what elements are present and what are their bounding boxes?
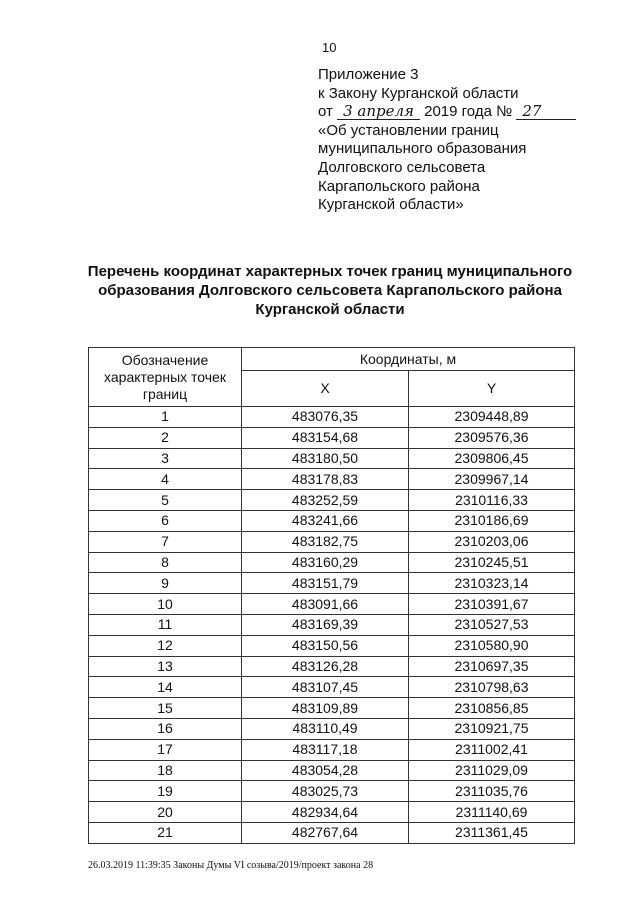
header-y: Y <box>409 371 575 407</box>
table-row <box>89 635 575 656</box>
document-title <box>60 262 600 319</box>
point-number-cell: 9 <box>89 573 242 594</box>
x-coordinate-cell: 483110,49 <box>242 718 409 739</box>
point-number-cell: 16 <box>89 718 242 739</box>
header-x: X <box>242 371 409 407</box>
point-number-cell: 18 <box>89 760 242 781</box>
title-line-1: Перечень координат характерных точек границ муниципального <box>87 263 573 280</box>
y-coordinate-cell: 2310391,67 <box>409 594 575 615</box>
point-number-cell: 10 <box>89 594 242 615</box>
x-coordinate-cell: 483126,28 <box>242 656 409 677</box>
point-number-cell: 12 <box>89 635 242 656</box>
point-number-cell: 17 <box>89 739 242 760</box>
table-row <box>89 510 575 531</box>
point-number-cell: 7 <box>89 531 242 552</box>
page-number: 10 <box>322 40 337 55</box>
handwritten-law-number: 27 <box>516 104 576 120</box>
y-coordinate-cell: 2311140,69 <box>409 802 575 823</box>
table-row <box>89 739 575 760</box>
table-row <box>89 407 575 428</box>
appendix-title: Приложение 3 <box>318 66 419 83</box>
y-coordinate-cell: 2310856,85 <box>409 698 575 719</box>
y-coordinate-cell: 2309967,14 <box>409 469 575 490</box>
x-coordinate-cell: 483025,73 <box>242 781 409 802</box>
y-coordinate-cell: 2310527,53 <box>409 614 575 635</box>
table-row <box>89 594 575 615</box>
table-row <box>89 677 575 698</box>
x-coordinate-cell: 482767,64 <box>242 822 409 843</box>
table-body <box>89 407 575 844</box>
point-number-cell: 15 <box>89 698 242 719</box>
law-name-line-1: «Об установлении границ <box>318 121 499 139</box>
y-coordinate-cell: 2311035,76 <box>409 781 575 802</box>
point-number-cell: 6 <box>89 510 242 531</box>
footer-file-path: 26.03.2019 11:39:35 Законы Думы VI созыва/2019/проект закона 28 <box>88 860 374 871</box>
y-coordinate-cell: 2310580,90 <box>409 635 575 656</box>
x-coordinate-cell: 483169,39 <box>242 614 409 635</box>
table-row <box>89 469 575 490</box>
x-coordinate-cell: 483252,59 <box>242 490 409 511</box>
handwritten-date: 3 апреля <box>337 104 420 120</box>
table-row <box>89 656 575 677</box>
point-number-cell: 14 <box>89 677 242 698</box>
point-number-cell: 5 <box>89 490 242 511</box>
y-coordinate-cell: 2310798,63 <box>409 677 575 698</box>
x-coordinate-cell: 483178,83 <box>242 469 409 490</box>
x-coordinate-cell: 483054,28 <box>242 760 409 781</box>
point-number-cell: 8 <box>89 552 242 573</box>
y-coordinate-cell: 2310697,35 <box>409 656 575 677</box>
x-coordinate-cell: 483109,89 <box>242 698 409 719</box>
x-coordinate-cell: 483241,66 <box>242 510 409 531</box>
table-row <box>89 614 575 635</box>
point-number-cell: 20 <box>89 802 242 823</box>
point-number-cell: 3 <box>89 448 242 469</box>
point-number-cell: 4 <box>89 469 242 490</box>
y-coordinate-cell: 2310323,14 <box>409 573 575 594</box>
table-row <box>89 490 575 511</box>
x-coordinate-cell: 483160,29 <box>242 552 409 573</box>
x-coordinate-cell: 483076,35 <box>242 407 409 428</box>
table-row <box>89 822 575 843</box>
law-name-line-2: муниципального образования <box>318 140 527 158</box>
table-row <box>89 448 575 469</box>
x-coordinate-cell: 483180,50 <box>242 448 409 469</box>
table-row <box>89 802 575 823</box>
y-coordinate-cell: 2311002,41 <box>409 739 575 760</box>
y-coordinate-cell: 2311029,09 <box>409 760 575 781</box>
table-row <box>89 531 575 552</box>
point-number-cell: 2 <box>89 427 242 448</box>
appendix-law-ref: к Закону Курганской области <box>318 84 519 102</box>
table-row <box>89 718 575 739</box>
point-number-cell: 13 <box>89 656 242 677</box>
appendix-date-line <box>318 103 618 122</box>
law-name-line-5: Курганской области» <box>318 196 464 214</box>
x-coordinate-cell: 482934,64 <box>242 802 409 823</box>
header-point-designation: Обозначение характерных точек границ <box>89 348 242 407</box>
law-name-line-3: Долговского сельсовета <box>318 158 486 176</box>
law-name-line-4: Каргапольского района <box>318 177 480 195</box>
x-coordinate-cell: 483117,18 <box>242 739 409 760</box>
title-line-3: Курганской области <box>255 301 405 318</box>
table-row <box>89 698 575 719</box>
date-suffix: 2019 года № <box>424 103 513 121</box>
x-coordinate-cell: 483151,79 <box>242 573 409 594</box>
x-coordinate-cell: 483107,45 <box>242 677 409 698</box>
point-number-cell: 19 <box>89 781 242 802</box>
x-coordinate-cell: 483150,56 <box>242 635 409 656</box>
table-row <box>89 427 575 448</box>
x-coordinate-cell: 483091,66 <box>242 594 409 615</box>
y-coordinate-cell: 2310921,75 <box>409 718 575 739</box>
table-row <box>89 760 575 781</box>
header-coordinates: Координаты, м <box>242 348 575 371</box>
date-prefix: от <box>318 103 333 121</box>
table-row <box>89 781 575 802</box>
y-coordinate-cell: 2309576,36 <box>409 427 575 448</box>
y-coordinate-cell: 2309448,89 <box>409 407 575 428</box>
x-coordinate-cell: 483154,68 <box>242 427 409 448</box>
table-row <box>89 573 575 594</box>
table-row <box>89 552 575 573</box>
point-number-cell: 1 <box>89 407 242 428</box>
y-coordinate-cell: 2309806,45 <box>409 448 575 469</box>
y-coordinate-cell: 2310186,69 <box>409 510 575 531</box>
title-line-2: образования Долговского сельсовета Каргапольского района <box>98 282 562 299</box>
point-number-cell: 11 <box>89 614 242 635</box>
y-coordinate-cell: 2310116,33 <box>409 490 575 511</box>
appendix-block <box>318 66 618 215</box>
point-number-cell: 21 <box>89 822 242 843</box>
y-coordinate-cell: 2310203,06 <box>409 531 575 552</box>
y-coordinate-cell: 2311361,45 <box>409 822 575 843</box>
coordinates-table <box>88 347 575 844</box>
x-coordinate-cell: 483182,75 <box>242 531 409 552</box>
y-coordinate-cell: 2310245,51 <box>409 552 575 573</box>
